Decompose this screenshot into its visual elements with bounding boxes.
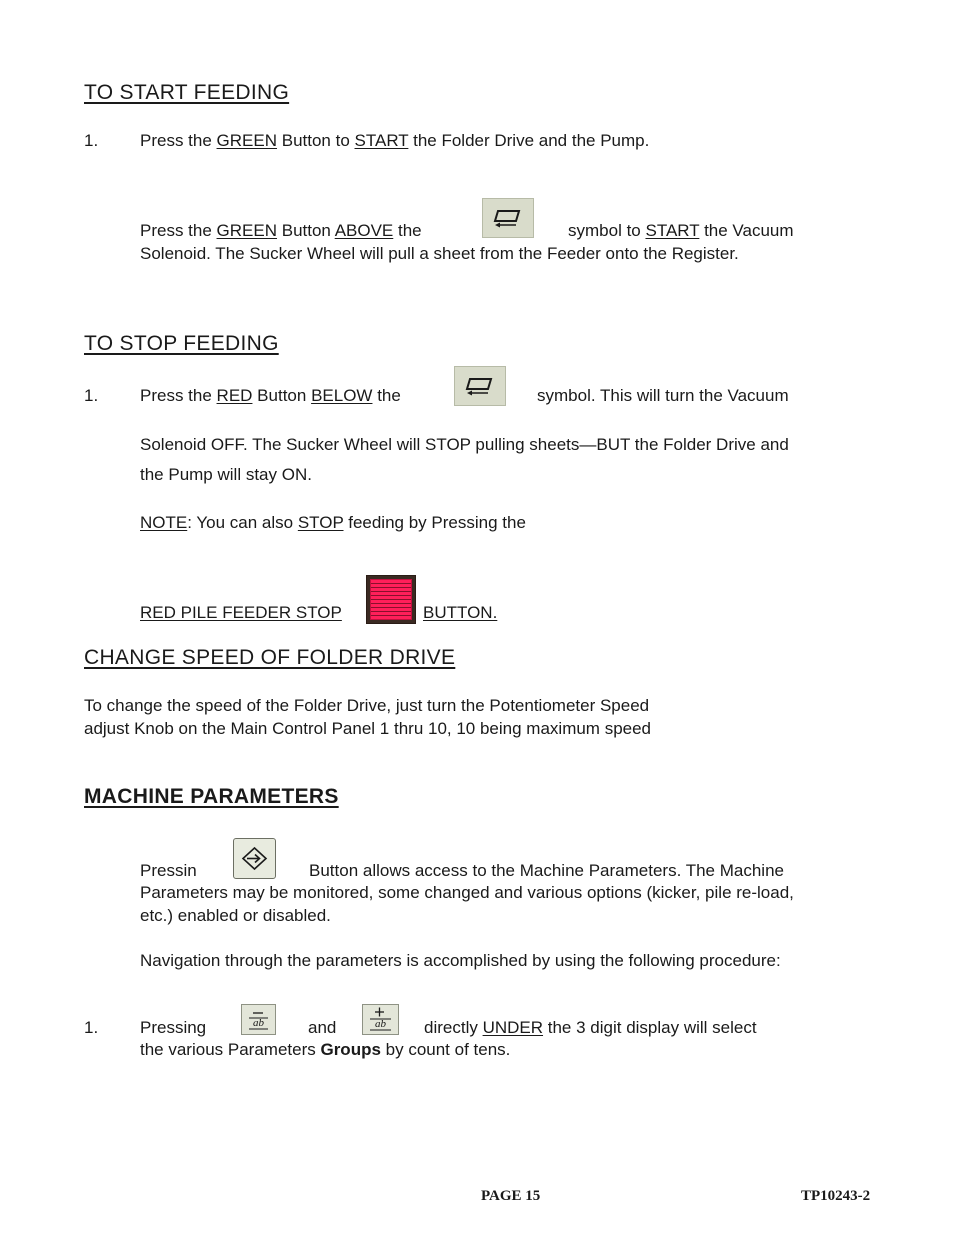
heading-stop-feeding: TO STOP FEEDING xyxy=(84,332,279,355)
stop-step1-line1-a xyxy=(140,384,401,407)
heading-machine-parameters: MACHINE PARAMETERS xyxy=(84,785,339,808)
svg-text:ab: ab xyxy=(253,1017,264,1029)
note-label: NOTE xyxy=(140,513,188,532)
text-fragment: feeding by Pressing the xyxy=(343,513,526,532)
text-fragment: the Folder Drive and the Pump. xyxy=(408,131,650,150)
stop-step1-line1-b: symbol. This will turn the Vacuum xyxy=(537,386,789,405)
emphasis-green: GREEN xyxy=(216,221,278,240)
change-speed-line2: adjust Knob on the Main Control Panel 1 thru 10, 10 being maximum speed xyxy=(84,719,652,738)
params-step1-line2 xyxy=(140,1038,510,1061)
text-fragment: Press the xyxy=(140,386,217,405)
text-fragment: Press the xyxy=(140,131,217,150)
vacuum-solenoid-icon xyxy=(482,198,534,238)
emphasis-start: START xyxy=(645,221,700,240)
group-up-icon xyxy=(362,1004,399,1035)
text-fragment: the 3 digit display will select xyxy=(543,1018,757,1037)
start-step2-line1-a xyxy=(140,219,422,242)
stop-note xyxy=(140,511,526,534)
params-p1-line1: Button allows access to the Machine Parameters. The Machine xyxy=(309,861,784,880)
text-fragment: Button xyxy=(277,221,335,240)
emphasis-green: GREEN xyxy=(216,131,278,150)
emphasis-stop: STOP xyxy=(297,513,344,532)
page-number: PAGE 15 xyxy=(481,1188,541,1204)
text-fragment: by count of tens. xyxy=(380,1040,511,1059)
stop-step1-number: 1. xyxy=(84,386,99,405)
text-fragment: directly xyxy=(424,1018,483,1037)
params-step1-number: 1. xyxy=(84,1018,99,1037)
start-step2-line1-b xyxy=(568,219,794,242)
emphasis-below: BELOW xyxy=(311,386,373,405)
emphasis-groups: Groups xyxy=(320,1040,381,1059)
params-p1-line2: Parameters may be monitored, some changed and various options (kicker, pile re-load, xyxy=(140,883,794,902)
params-step1-line1 xyxy=(424,1016,757,1039)
change-speed-line1: To change the speed of the Folder Drive, just turn the Potentiometer Speed xyxy=(84,696,650,715)
text-fragment: : You can also xyxy=(187,513,298,532)
text-fragment: the Vacuum xyxy=(699,221,794,240)
text-fragment: the various Parameters xyxy=(140,1040,321,1059)
params-step1-pressing: Pressing xyxy=(140,1018,207,1037)
vacuum-solenoid-icon xyxy=(454,366,506,406)
params-p2: Navigation through the parameters is accomplished by using the following procedure: xyxy=(140,951,781,970)
red-button-face xyxy=(370,579,412,620)
params-p1-line3: etc.) enabled or disabled. xyxy=(140,906,331,925)
text-fragment: Button to xyxy=(277,131,355,150)
red-pile-button-label: BUTTON. xyxy=(423,603,498,622)
emphasis-above: ABOVE xyxy=(334,221,394,240)
heading-change-speed: CHANGE SPEED OF FOLDER DRIVE xyxy=(84,646,456,669)
heading-start-feeding: TO START FEEDING xyxy=(84,81,290,104)
text-fragment: Button xyxy=(252,386,312,405)
red-pile-feeder-stop-label: RED PILE FEEDER STOP xyxy=(140,603,342,622)
text-fragment: symbol to xyxy=(568,221,646,240)
params-p1-start: Pressin xyxy=(140,861,197,880)
start-step1-text xyxy=(140,129,649,152)
emphasis-start: START xyxy=(354,131,409,150)
text-fragment: the xyxy=(393,221,422,240)
emphasis-red: RED xyxy=(216,386,253,405)
stop-step1-line2: Solenoid OFF. The Sucker Wheel will STOP pulling sheets—BUT the Folder Drive and xyxy=(140,435,789,454)
enter-arrow-icon xyxy=(233,838,276,879)
start-step2-line2: Solenoid. The Sucker Wheel will pull a sheet from the Feeder onto the Register. xyxy=(140,244,739,263)
stop-step1-line3: the Pump will stay ON. xyxy=(140,465,312,484)
group-down-icon xyxy=(241,1004,276,1035)
emphasis-under: UNDER xyxy=(482,1018,544,1037)
params-step1-and: and xyxy=(308,1018,337,1037)
text-fragment: the xyxy=(372,386,401,405)
red-pile-stop-icon xyxy=(366,575,416,624)
document-id: TP10243-2 xyxy=(801,1188,871,1204)
text-fragment: Press the xyxy=(140,221,217,240)
svg-text:ab: ab xyxy=(375,1018,386,1030)
start-step1-number: 1. xyxy=(84,131,99,150)
